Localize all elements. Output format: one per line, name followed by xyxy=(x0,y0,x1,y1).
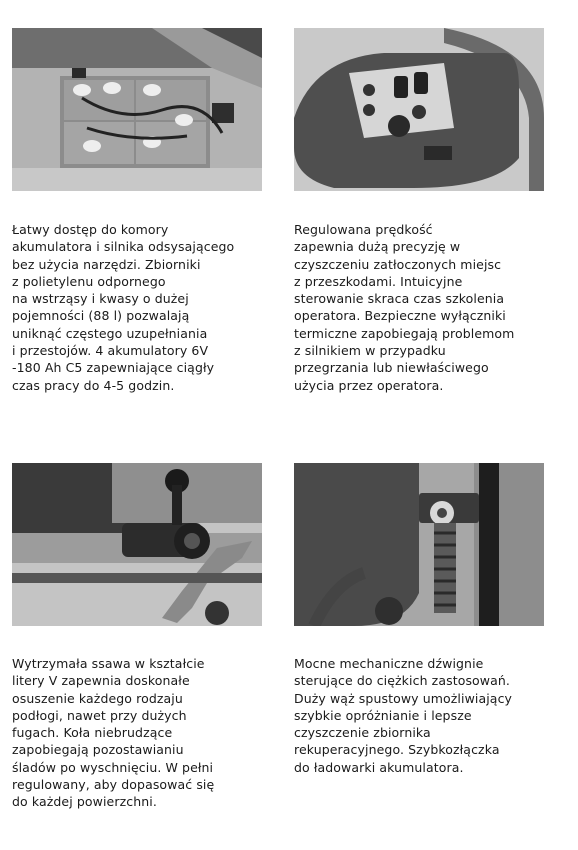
caption-line: z przeszkodami. Intuicyjne xyxy=(294,273,463,289)
caption-line: zapewnia dużą precyzję w xyxy=(294,239,461,255)
caption-line: bez użycia narzędzi. Zbiorniki xyxy=(12,256,201,272)
caption-line: rekuperacyjnego. Szybkozłączka xyxy=(294,742,500,758)
caption-line: czyszczeniu zatłoczonych miejsc xyxy=(294,256,502,272)
caption-line: zapobiegają pozostawianiu xyxy=(12,742,184,758)
caption-line: z polietylenu odpornego xyxy=(12,273,166,289)
control-panel-photo xyxy=(294,28,544,191)
caption-line: podłogi, nawet przy dużych xyxy=(12,707,187,723)
caption-line: Duży wąż spustowy umożliwiający xyxy=(294,690,513,706)
battery-access-description xyxy=(12,221,234,394)
caption-line: fugach. Koła niebrudzące xyxy=(12,725,173,741)
drain-hose-photo xyxy=(294,463,544,626)
caption-line: termiczne zapobiegają problemom xyxy=(294,325,515,341)
caption-line: czas pracy do 4-5 godzin. xyxy=(12,377,175,393)
caption-line: akumulatora i silnika odsysającego xyxy=(12,239,235,255)
caption-line: operatora. Bezpieczne wyłączniki xyxy=(294,308,506,324)
caption-line: do ładowarki akumulatora. xyxy=(294,759,464,775)
caption-line: Regulowana prędkość xyxy=(294,222,433,237)
caption-line: do każdej powierzchni. xyxy=(12,794,157,810)
drain-hose-description xyxy=(294,655,512,776)
speed-control-description xyxy=(294,221,514,394)
caption-line: sterujące do ciężkich zastosowań. xyxy=(294,673,510,689)
caption-line: uniknąć częstego uzupełniania xyxy=(12,325,208,341)
caption-line: użycia przez operatora. xyxy=(294,377,444,393)
caption-line: regulowany, aby dopasować się xyxy=(12,777,215,793)
caption-line: szybkie opróżnianie i lepsze xyxy=(294,707,472,723)
caption-line: śladów po wyschnięciu. W pełni xyxy=(12,759,214,775)
caption-line: przegrzania lub niewłaściwego xyxy=(294,360,489,376)
battery-compartment-photo xyxy=(12,28,262,191)
squeegee-photo xyxy=(12,463,262,626)
squeegee-description xyxy=(12,655,214,811)
caption-line: sterowanie skraca czas szkolenia xyxy=(294,291,505,307)
caption-line: Łatwy dostęp do komory xyxy=(12,222,169,237)
caption-line: pojemności (88 l) pozwalają xyxy=(12,308,190,324)
caption-line: litery V zapewnia doskonałe xyxy=(12,673,190,689)
caption-line: Mocne mechaniczne dźwignie xyxy=(294,656,484,671)
caption-line: z silnikiem w przypadku xyxy=(294,343,446,359)
caption-line: i przestojów. 4 akumulatory 6V xyxy=(12,343,209,359)
caption-line: osuszenie każdego rodzaju xyxy=(12,690,183,706)
caption-line: na wstrząsy i kwasy o dużej xyxy=(12,291,189,307)
caption-line: -180 Ah C5 zapewniające ciągły xyxy=(12,360,215,376)
caption-line: czyszczenie zbiornika xyxy=(294,725,431,741)
caption-line: Wytrzymała ssawa w kształcie xyxy=(12,656,205,671)
